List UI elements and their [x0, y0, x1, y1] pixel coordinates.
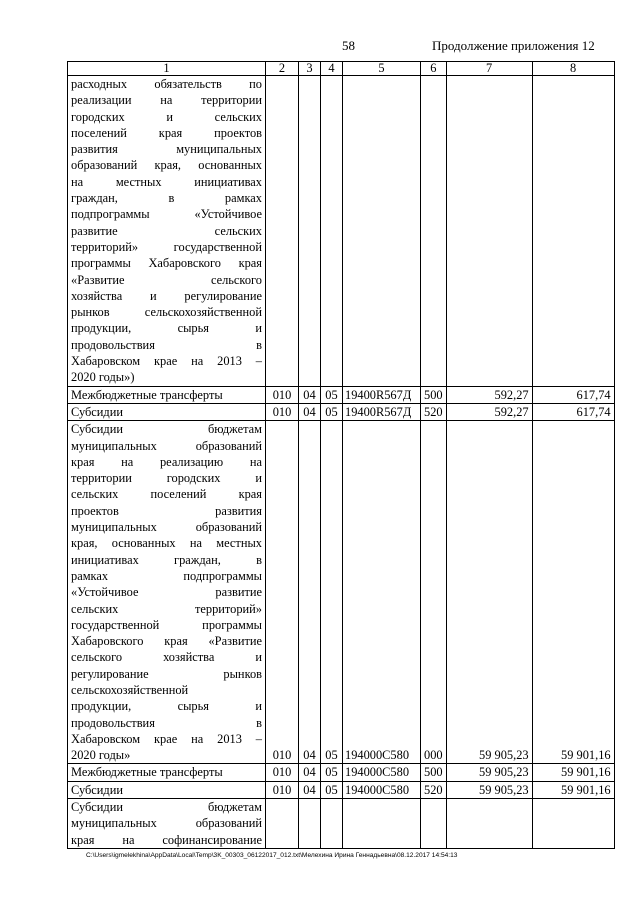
- ministry-code: 010: [266, 781, 299, 798]
- description-line: Хабаровском крае на 2013 –: [71, 354, 262, 369]
- description-line: сельскохозяйственной: [71, 682, 189, 697]
- description-line: 2020 годы»: [71, 748, 131, 763]
- appendix-continuation-label: Продолжение приложения 12: [432, 38, 595, 53]
- section-code: 04: [299, 421, 321, 764]
- description-line: хозяйства и регулирование: [71, 288, 262, 303]
- expense-type-code: 500: [421, 764, 447, 781]
- file-path-footer: C:\Users\igmelekhina\AppData\Local\Temp\3K_00303_06122017_012.txt\Мелехина Ирина Геннадьевна\08.12.2017 14:54:13: [86, 852, 458, 859]
- description-line: муниципальных образований: [71, 438, 262, 453]
- section-code: 04: [299, 386, 321, 403]
- description-line: Субсидии бюджетам: [71, 422, 262, 437]
- ministry-code: 010: [266, 764, 299, 781]
- description-line: «Развитие сельского: [71, 272, 262, 287]
- amount-col8: 59 901,16: [532, 781, 614, 798]
- expense-type-code: 500: [421, 386, 447, 403]
- subsection-code: 05: [321, 764, 343, 781]
- empty-cell: [266, 76, 299, 387]
- description-line: поселений края проектов: [71, 125, 262, 140]
- description-line: развитие сельских: [71, 223, 262, 238]
- description-line: территорий» государственной: [71, 239, 262, 254]
- column-header: 5: [343, 62, 421, 76]
- empty-cell: [421, 76, 447, 387]
- table-row: [68, 403, 615, 420]
- description-line: 2020 годы»): [71, 370, 135, 385]
- empty-cell: [321, 799, 343, 849]
- row-description: [68, 76, 266, 387]
- description-line: «Устойчивое развитие: [71, 585, 262, 600]
- column-header: 3: [299, 62, 321, 76]
- ministry-code: 010: [266, 386, 299, 403]
- amount-col7: 59 905,23: [446, 781, 532, 798]
- description-line: муниципальных образований: [71, 520, 262, 535]
- section-code: 04: [299, 781, 321, 798]
- row-name: Субсидии: [68, 403, 266, 420]
- amount-col7: 59 905,23: [446, 421, 532, 764]
- amount-col8: 59 901,16: [532, 764, 614, 781]
- row-name: Межбюджетные трансферты: [68, 386, 266, 403]
- amount-col7: 592,27: [446, 386, 532, 403]
- empty-cell: [532, 76, 614, 387]
- description-line: территории городских и: [71, 471, 262, 486]
- description-line: Субсидии бюджетам: [71, 800, 262, 815]
- expense-type-code: 520: [421, 403, 447, 420]
- description-line: рынков сельскохозяйственной: [71, 305, 262, 320]
- description-line: Хабаровского края «Развитие: [71, 634, 262, 649]
- description-line: сельского хозяйства и: [71, 650, 262, 665]
- description-line: сельских поселений края: [71, 487, 262, 502]
- column-header: 6: [421, 62, 447, 76]
- empty-cell: [299, 76, 321, 387]
- empty-cell: [343, 799, 421, 849]
- description-line: края на реализацию на: [71, 454, 262, 469]
- table-row: [68, 799, 615, 849]
- empty-cell: [446, 76, 532, 387]
- description-line: муниципальных образований: [71, 816, 262, 831]
- table-header-row: [68, 62, 615, 76]
- target-article-code: 194000С580: [343, 781, 421, 798]
- subsection-code: 05: [321, 403, 343, 420]
- empty-cell: [321, 76, 343, 387]
- ministry-code: 010: [266, 421, 299, 764]
- section-code: 04: [299, 764, 321, 781]
- amount-col8: 617,74: [532, 386, 614, 403]
- column-header: 7: [446, 62, 532, 76]
- target-article-code: 194000С580: [343, 764, 421, 781]
- expense-type-code: 520: [421, 781, 447, 798]
- description-line: городских и сельских: [71, 109, 262, 124]
- empty-cell: [266, 799, 299, 849]
- ministry-code: 010: [266, 403, 299, 420]
- description-line: Хабаровском крае на 2013 –: [71, 731, 262, 746]
- description-line: развития муниципальных: [71, 142, 262, 157]
- description-line: программы Хабаровского края: [71, 256, 262, 271]
- row-name: Межбюджетные трансферты: [68, 764, 266, 781]
- description-line: регулирование рынков: [71, 666, 262, 681]
- description-line: продовольствия в: [71, 337, 262, 352]
- description-line: инициативах граждан, в: [71, 552, 262, 567]
- table-row: [68, 764, 615, 781]
- table-row: [68, 76, 615, 387]
- description-line: образований края, основанных: [71, 158, 262, 173]
- description-line: продукции, сырья и: [71, 699, 262, 714]
- empty-cell: [343, 76, 421, 387]
- amount-col7: 59 905,23: [446, 764, 532, 781]
- target-article-code: 194000С580: [343, 421, 421, 764]
- row-description: [68, 799, 266, 849]
- page-number: 58: [342, 38, 355, 53]
- amount-col8: 617,74: [532, 403, 614, 420]
- empty-cell: [299, 799, 321, 849]
- description-line: на местных инициативах: [71, 174, 262, 189]
- description-line: расходных обязательств по: [71, 77, 262, 91]
- row-name: Субсидии: [68, 781, 266, 798]
- subsection-code: 05: [321, 386, 343, 403]
- amount-col8: 59 901,16: [532, 421, 614, 764]
- description-line: рамках подпрограммы: [71, 568, 262, 583]
- expense-type-code: 000: [421, 421, 447, 764]
- description-line: продукции, сырья и: [71, 321, 262, 336]
- budget-table: [67, 61, 615, 849]
- target-article-code: 19400R567Д: [343, 403, 421, 420]
- description-line: сельских территорий»: [71, 601, 262, 616]
- section-code: 04: [299, 403, 321, 420]
- empty-cell: [532, 799, 614, 849]
- description-line: края на софинансирование: [71, 832, 262, 847]
- column-header: 4: [321, 62, 343, 76]
- row-description: [68, 421, 266, 764]
- amount-col7: 592,27: [446, 403, 532, 420]
- empty-cell: [446, 799, 532, 849]
- description-line: продовольствия в: [71, 715, 262, 730]
- description-line: государственной программы: [71, 617, 262, 632]
- description-line: реализации на территории: [71, 93, 262, 108]
- column-header: 8: [532, 62, 614, 76]
- table-row: [68, 781, 615, 798]
- column-header: 1: [68, 62, 266, 76]
- description-line: подпрограммы «Устойчивое: [71, 207, 262, 222]
- subsection-code: 05: [321, 421, 343, 764]
- column-header: 2: [266, 62, 299, 76]
- subsection-code: 05: [321, 781, 343, 798]
- target-article-code: 19400R567Д: [343, 386, 421, 403]
- description-line: края, основанных на местных: [71, 536, 262, 551]
- table-row: [68, 421, 615, 764]
- description-line: проектов развития: [71, 503, 262, 518]
- empty-cell: [421, 799, 447, 849]
- table-row: [68, 386, 615, 403]
- description-line: граждан, в рамках: [71, 191, 262, 206]
